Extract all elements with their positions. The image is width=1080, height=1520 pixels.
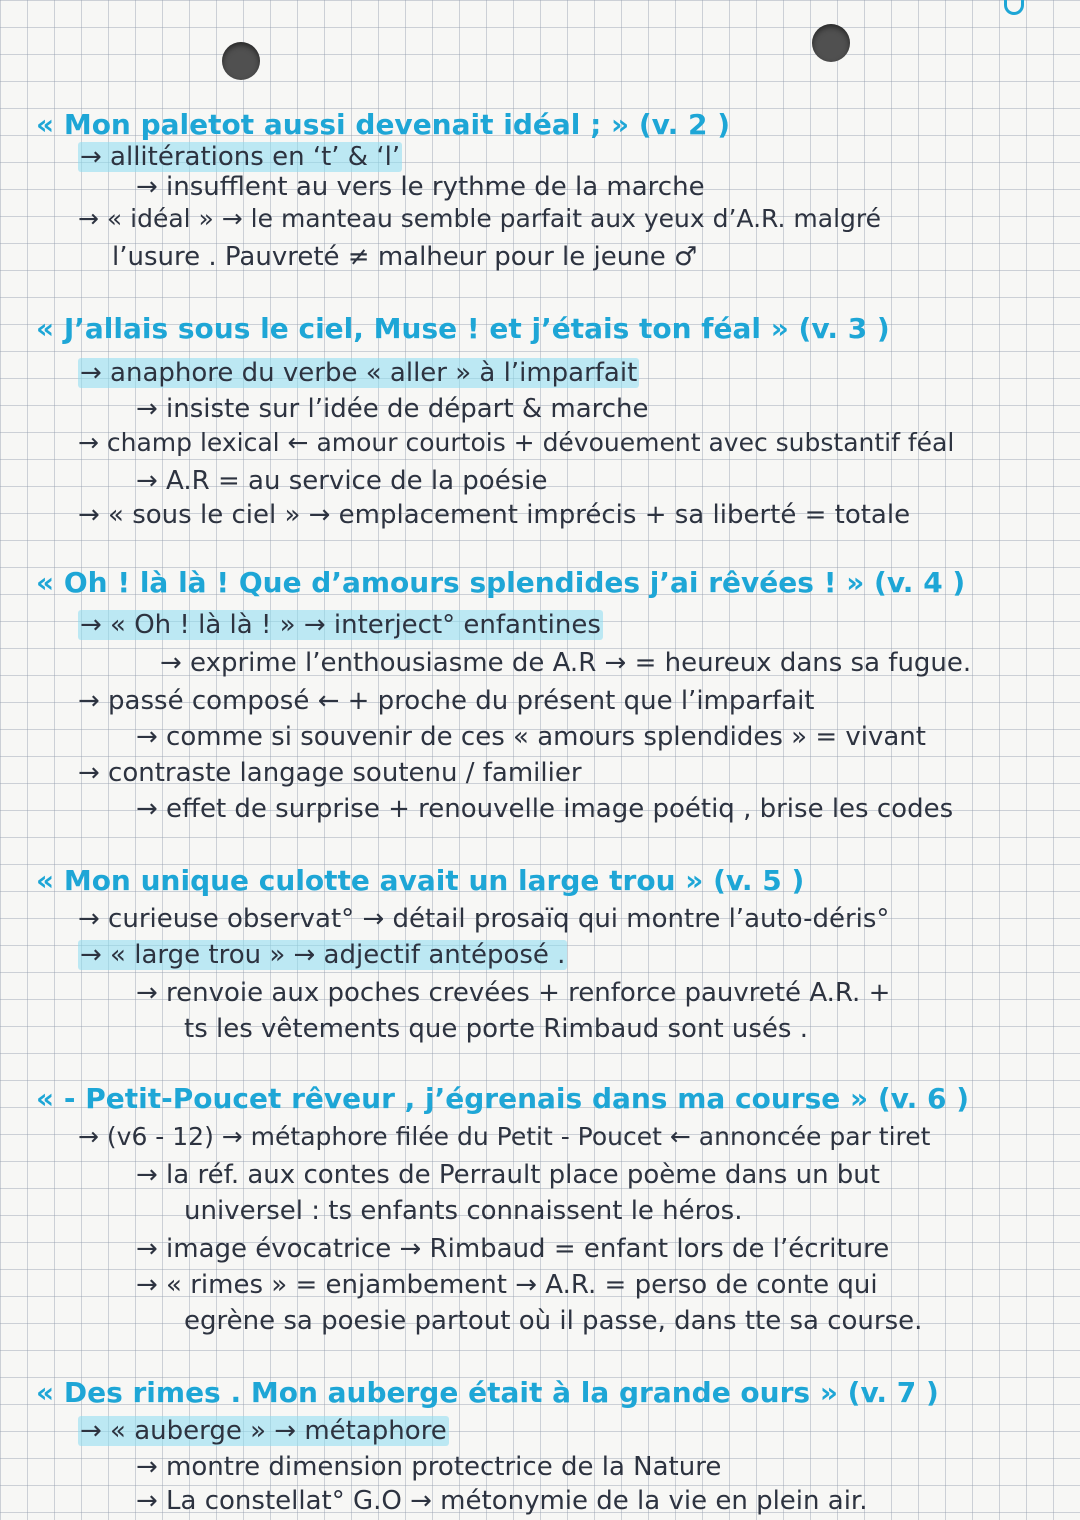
note-line: universel : ts enfants connaissent le héros.: [184, 1196, 743, 1226]
note-line: egrène sa poesie partout où il passe, dans tte sa course.: [184, 1306, 923, 1336]
verse-quote-v3: « J’allais sous le ciel, Muse ! et j’étais ton féal » (v. 3 ): [36, 312, 890, 345]
note-line: → La constellat° G.O → métonymie de la vie en plein air.: [136, 1486, 868, 1516]
note-line: → « Oh ! là là ! » → interject° enfantines: [80, 610, 601, 640]
note-line: → renvoie aux poches crevées + renforce pauvreté A.R. +: [136, 978, 891, 1008]
note-line: → insufflent au vers le rythme de la marche: [136, 172, 705, 202]
note-line: → « large trou » → adjectif antéposé .: [80, 940, 566, 970]
note-line: ts les vêtements que porte Rimbaud sont usés .: [184, 1014, 808, 1044]
note-line: → effet de surprise + renouvelle image poétiq , brise les codes: [136, 794, 954, 824]
note-line: l’usure . Pauvreté ≠ malheur pour le jeune ♂: [112, 242, 698, 272]
note-line: → « sous le ciel » → emplacement imprécis + sa liberté = totale: [78, 500, 911, 530]
note-line: → contraste langage soutenu / familier: [78, 758, 582, 788]
verse-quote-v5: « Mon unique culotte avait un large trou » (v. 5 ): [36, 864, 805, 897]
note-line: → « idéal » → le manteau semble parfait aux yeux d’A.R. malgré: [78, 204, 882, 233]
note-line: → champ lexical ← amour courtois + dévouement avec substantif féal: [78, 428, 955, 457]
note-line: → comme si souvenir de ces « amours splendides » = vivant: [136, 722, 926, 752]
note-line: → curieuse observat° → détail prosaïq qui montre l’auto-déris°: [78, 904, 890, 934]
note-line: → passé composé ← + proche du présent que l’imparfait: [78, 686, 815, 716]
note-line: → « rimes » = enjambement → A.R. = perso de conte qui: [136, 1270, 878, 1300]
note-line: → anaphore du verbe « aller » à l’imparfait: [80, 358, 638, 388]
verse-quote-v4: « Oh ! là là ! Que d’amours splendides j’ai rêvées ! » (v. 4 ): [36, 566, 966, 599]
note-line: → montre dimension protectrice de la Nature: [136, 1452, 722, 1482]
note-line: → A.R = au service de la poésie: [136, 466, 548, 496]
note-line: → insiste sur l’idée de départ & marche: [136, 394, 649, 424]
note-line: → image évocatrice → Rimbaud = enfant lors de l’écriture: [136, 1234, 890, 1264]
verse-quote-v7: « Des rimes . Mon auberge était à la grande ours » (v. 7 ): [36, 1376, 939, 1409]
note-line: → (v6 - 12) → métaphore filée du Petit - Poucet ← annoncée par tiret: [78, 1122, 931, 1151]
note-line: → la réf. aux contes de Perrault place poème dans un but: [136, 1160, 880, 1190]
note-line: → exprime l’enthousiasme de A.R → = heureux dans sa fugue.: [160, 648, 972, 678]
verse-quote-v6: « - Petit-Poucet rêveur , j’égrenais dans ma course » (v. 6 ): [36, 1082, 970, 1115]
note-line: → allitérations en ‘t’ & ‘l’: [80, 142, 401, 172]
note-line: → « auberge » → métaphore: [80, 1416, 447, 1446]
verse-quote-v2: « Mon paletot aussi devenait idéal ; » (v. 2 ): [36, 108, 731, 141]
